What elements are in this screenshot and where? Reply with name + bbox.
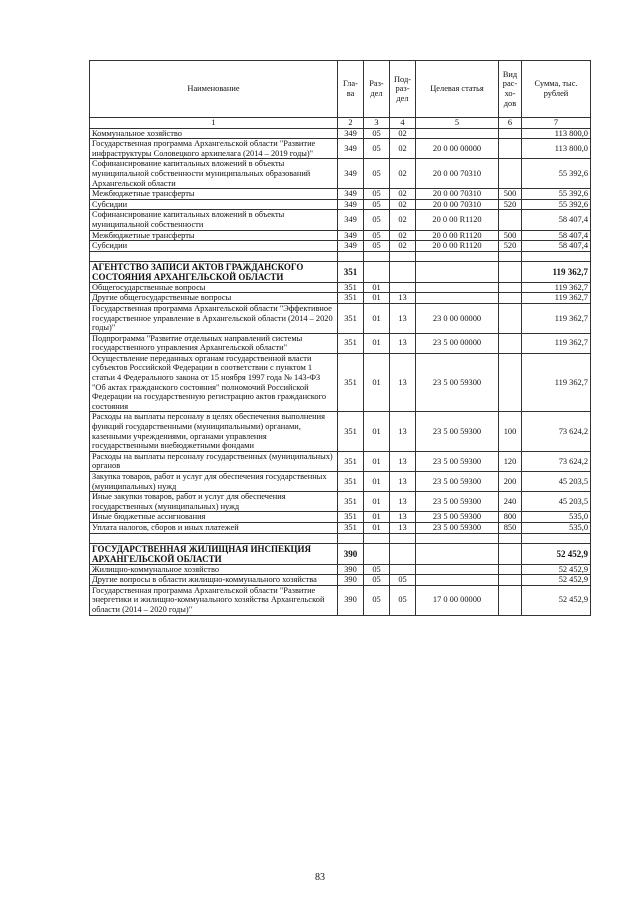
- row-name: Межбюджетные трансферты: [90, 189, 338, 200]
- row-section: [364, 261, 390, 282]
- row-target: [416, 575, 499, 586]
- row-name: Расходы на выплаты персоналу в целях обеспечения выполнения функций государственными (муниципальными) органами, казенными учреждениями, органами управления государственными внебюджетными фондами: [90, 412, 338, 451]
- row-name: Иные закупки товаров, работ и услуг для обеспечения государственных (муниципальных) нужд: [90, 492, 338, 512]
- row-name: Субсидии: [90, 199, 338, 210]
- row-target: 20 0 00 R1120: [416, 241, 499, 252]
- row-subsection: 02: [390, 159, 416, 189]
- row-target: 23 5 00 59300: [416, 522, 499, 533]
- row-section: 01: [364, 512, 390, 523]
- row-subsection: 13: [390, 293, 416, 304]
- row-subsection: [390, 564, 416, 575]
- row-name: Жилищно-коммунальное хозяйство: [90, 564, 338, 575]
- row-target: [416, 128, 499, 139]
- row-chapter: 349: [338, 139, 364, 159]
- row-type: 800: [499, 512, 522, 523]
- row-chapter: 351: [338, 512, 364, 523]
- row-target: 17 0 00 00000: [416, 585, 499, 615]
- row-type: [499, 210, 522, 230]
- row-chapter: 390: [338, 564, 364, 575]
- row-chapter: 351: [338, 412, 364, 451]
- row-section: 05: [364, 241, 390, 252]
- row-subsection: 13: [390, 522, 416, 533]
- row-subsection: 13: [390, 353, 416, 412]
- table-row: [90, 128, 591, 139]
- empty-cell: [364, 251, 390, 261]
- table-row: [90, 522, 591, 533]
- row-subsection: 13: [390, 472, 416, 492]
- row-subsection: 02: [390, 199, 416, 210]
- row-name: Софинансирование капитальных вложений в объекты муниципальной собственности муниципальных образований Архангельской области: [90, 159, 338, 189]
- row-section: 05: [364, 230, 390, 241]
- empty-cell: [338, 251, 364, 261]
- row-subsection: 13: [390, 451, 416, 471]
- row-target: 23 5 00 59300: [416, 472, 499, 492]
- table-row: [90, 512, 591, 523]
- row-type: [499, 128, 522, 139]
- row-name: ГОСУДАРСТВЕННАЯ ЖИЛИЩНАЯ ИНСПЕКЦИЯ АРХАНГЕЛЬСКОЙ ОБЛАСТИ: [90, 543, 338, 564]
- table-row: [90, 412, 591, 451]
- row-target: [416, 543, 499, 564]
- row-section: 01: [364, 333, 390, 353]
- row-target: 23 0 00 00000: [416, 303, 499, 333]
- row-chapter: 390: [338, 543, 364, 564]
- row-type: 500: [499, 189, 522, 200]
- table-row: [90, 189, 591, 200]
- row-section: 01: [364, 522, 390, 533]
- row-name: Подпрограмма "Развитие отдельных направлений системы государственного управления Архангельской области": [90, 333, 338, 353]
- row-subsection: 02: [390, 128, 416, 139]
- row-section: 01: [364, 492, 390, 512]
- table-row: [90, 585, 591, 615]
- table-row: [90, 492, 591, 512]
- empty-cell: [390, 251, 416, 261]
- row-chapter: 349: [338, 159, 364, 189]
- row-section: 01: [364, 303, 390, 333]
- header-section: Раз-дел: [364, 61, 390, 118]
- row-chapter: 349: [338, 241, 364, 252]
- row-sum: 535,0: [522, 512, 591, 523]
- header-name: Наименование: [90, 61, 338, 118]
- table-row: [90, 159, 591, 189]
- row-target: 23 5 00 59300: [416, 412, 499, 451]
- row-name: Другие вопросы в области жилищно-коммунального хозяйства: [90, 575, 338, 586]
- row-chapter: 351: [338, 333, 364, 353]
- empty-cell: [522, 251, 591, 261]
- row-target: 23 5 00 59300: [416, 451, 499, 471]
- row-subsection: 02: [390, 210, 416, 230]
- col-number: 4: [390, 118, 416, 129]
- row-subsection: 02: [390, 189, 416, 200]
- header-chapter: Гла-ва: [338, 61, 364, 118]
- empty-cell: [499, 251, 522, 261]
- table-row: [90, 575, 591, 586]
- row-sum: 45 203,5: [522, 492, 591, 512]
- row-target: [416, 293, 499, 304]
- row-subsection: 13: [390, 492, 416, 512]
- row-subsection: 13: [390, 412, 416, 451]
- table-row: [90, 451, 591, 471]
- row-sum: 52 452,9: [522, 585, 591, 615]
- row-type: [499, 282, 522, 293]
- row-sum: 58 407,4: [522, 230, 591, 241]
- table-row: [90, 282, 591, 293]
- row-section: 05: [364, 128, 390, 139]
- row-section: 05: [364, 199, 390, 210]
- row-sum: 119 362,7: [522, 293, 591, 304]
- empty-cell: [90, 533, 338, 543]
- header-row: [90, 61, 591, 118]
- row-type: 100: [499, 412, 522, 451]
- row-chapter: 351: [338, 451, 364, 471]
- blank-row: [90, 533, 591, 543]
- empty-cell: [416, 533, 499, 543]
- row-name: Иные бюджетные ассигнования: [90, 512, 338, 523]
- row-type: 520: [499, 241, 522, 252]
- row-subsection: 02: [390, 139, 416, 159]
- row-name: Уплата налогов, сборов и иных платежей: [90, 522, 338, 533]
- row-name: Межбюджетные трансферты: [90, 230, 338, 241]
- row-type: [499, 585, 522, 615]
- row-chapter: 351: [338, 472, 364, 492]
- table-row: [90, 472, 591, 492]
- row-sum: 58 407,4: [522, 241, 591, 252]
- row-chapter: 349: [338, 128, 364, 139]
- table-row: [90, 353, 591, 412]
- row-target: 20 0 00 70310: [416, 199, 499, 210]
- row-name: Закупка товаров, работ и услуг для обеспечения государственных (муниципальных) нужд: [90, 472, 338, 492]
- row-sum: 52 452,9: [522, 575, 591, 586]
- row-sum: 58 407,4: [522, 210, 591, 230]
- row-subsection: 13: [390, 512, 416, 523]
- row-chapter: 351: [338, 353, 364, 412]
- row-chapter: 351: [338, 522, 364, 533]
- col-number: 3: [364, 118, 390, 129]
- row-target: 20 0 00 R1120: [416, 230, 499, 241]
- table-row: [90, 564, 591, 575]
- row-sum: 119 362,7: [522, 353, 591, 412]
- row-subsection: 02: [390, 241, 416, 252]
- row-sum: 45 203,5: [522, 472, 591, 492]
- row-target: [416, 261, 499, 282]
- row-type: [499, 564, 522, 575]
- row-name: Софинансирование капитальных вложений в объекты муниципальной собственности: [90, 210, 338, 230]
- row-type: [499, 261, 522, 282]
- row-sum: 52 452,9: [522, 564, 591, 575]
- row-sum: 55 392,6: [522, 189, 591, 200]
- row-subsection: [390, 543, 416, 564]
- header-target: Целевая статья: [416, 61, 499, 118]
- row-target: 20 0 00 70310: [416, 189, 499, 200]
- row-sum: 55 392,6: [522, 199, 591, 210]
- table-row: [90, 139, 591, 159]
- table-row: [90, 303, 591, 333]
- empty-cell: [364, 533, 390, 543]
- row-section: 05: [364, 139, 390, 159]
- row-section: 05: [364, 564, 390, 575]
- row-sum: 113 800,0: [522, 128, 591, 139]
- table-row: [90, 333, 591, 353]
- row-type: [499, 353, 522, 412]
- row-subsection: [390, 261, 416, 282]
- row-type: 500: [499, 230, 522, 241]
- table-body: [90, 128, 591, 615]
- empty-cell: [416, 251, 499, 261]
- empty-cell: [522, 533, 591, 543]
- row-section: 05: [364, 159, 390, 189]
- row-section: 05: [364, 189, 390, 200]
- row-subsection: 13: [390, 303, 416, 333]
- row-subsection: 02: [390, 230, 416, 241]
- row-type: [499, 159, 522, 189]
- row-sum: 113 800,0: [522, 139, 591, 159]
- empty-cell: [390, 533, 416, 543]
- row-target: 23 5 00 59300: [416, 492, 499, 512]
- row-type: 850: [499, 522, 522, 533]
- row-target: [416, 282, 499, 293]
- row-type: [499, 575, 522, 586]
- header-subsection: Под-раз-дел: [390, 61, 416, 118]
- row-chapter: 349: [338, 230, 364, 241]
- row-name: АГЕНТСТВО ЗАПИСИ АКТОВ ГРАЖДАНСКОГО СОСТОЯНИЯ АРХАНГЕЛЬСКОЙ ОБЛАСТИ: [90, 261, 338, 282]
- row-section: 05: [364, 585, 390, 615]
- row-chapter: 349: [338, 199, 364, 210]
- col-number: 5: [416, 118, 499, 129]
- column-number-row: [90, 118, 591, 129]
- row-target: 23 5 00 00000: [416, 333, 499, 353]
- row-name: Государственная программа Архангельской области "Развитие инфраструктуры Соловецкого архипелага (2014 – 2019 годы)": [90, 139, 338, 159]
- row-type: 240: [499, 492, 522, 512]
- col-number: 2: [338, 118, 364, 129]
- row-chapter: 349: [338, 210, 364, 230]
- empty-cell: [90, 251, 338, 261]
- table-row: [90, 210, 591, 230]
- row-name: Субсидии: [90, 241, 338, 252]
- agency-row: [90, 261, 591, 282]
- row-chapter: 349: [338, 189, 364, 200]
- row-section: 01: [364, 451, 390, 471]
- agency-row: [90, 543, 591, 564]
- row-type: [499, 543, 522, 564]
- row-sum: 119 362,7: [522, 282, 591, 293]
- row-subsection: [390, 282, 416, 293]
- table-row: [90, 241, 591, 252]
- row-sum: 119 362,7: [522, 303, 591, 333]
- page-number: 83: [315, 872, 325, 883]
- row-target: 20 0 00 R1120: [416, 210, 499, 230]
- row-chapter: 390: [338, 585, 364, 615]
- row-name: Коммунальное хозяйство: [90, 128, 338, 139]
- row-target: 23 5 00 59300: [416, 512, 499, 523]
- row-name: Государственная программа Архангельской области "Эффективное государственное управление в Архангельской области (2014 – 2020 годы)": [90, 303, 338, 333]
- col-number: 1: [90, 118, 338, 129]
- row-sum: 73 624,2: [522, 412, 591, 451]
- row-target: 20 0 00 00000: [416, 139, 499, 159]
- header-type: Вид рас-хо-дов: [499, 61, 522, 118]
- row-section: 01: [364, 353, 390, 412]
- row-chapter: 351: [338, 293, 364, 304]
- row-sum: 52 452,9: [522, 543, 591, 564]
- budget-table: [89, 60, 591, 616]
- row-target: [416, 564, 499, 575]
- row-name: Расходы на выплаты персоналу государственных (муниципальных) органов: [90, 451, 338, 471]
- row-sum: 55 392,6: [522, 159, 591, 189]
- row-name: Общегосударственные вопросы: [90, 282, 338, 293]
- row-section: 01: [364, 412, 390, 451]
- row-type: 520: [499, 199, 522, 210]
- header-sum: Сумма, тыс. рублей: [522, 61, 591, 118]
- row-subsection: 05: [390, 585, 416, 615]
- row-section: 01: [364, 472, 390, 492]
- row-section: 05: [364, 210, 390, 230]
- empty-cell: [338, 533, 364, 543]
- row-section: 01: [364, 282, 390, 293]
- col-number: 7: [522, 118, 591, 129]
- row-section: 05: [364, 575, 390, 586]
- row-sum: 119 362,7: [522, 261, 591, 282]
- row-name: Государственная программа Архангельской области "Развитие энергетики и жилищно-коммунального хозяйства Архангельской области (2014 – 2020 годы)": [90, 585, 338, 615]
- row-chapter: 351: [338, 303, 364, 333]
- row-subsection: 13: [390, 333, 416, 353]
- table-row: [90, 199, 591, 210]
- row-section: [364, 543, 390, 564]
- row-name: Осуществление переданных органам государственной власти субъектов Российской Федерации в соответствии с пунктом 1 статьи 4 Федерального закона от 15 ноября 1997 года № 143-ФЗ "Об актах гражданского состояния" полномочий Российской Федерации на государственную регистрацию актов гражданского состояния: [90, 353, 338, 412]
- row-type: 120: [499, 451, 522, 471]
- row-sum: 119 362,7: [522, 333, 591, 353]
- row-chapter: 351: [338, 282, 364, 293]
- row-type: [499, 303, 522, 333]
- row-type: [499, 139, 522, 159]
- row-name: Другие общегосударственные вопросы: [90, 293, 338, 304]
- empty-cell: [499, 533, 522, 543]
- row-chapter: 351: [338, 261, 364, 282]
- row-section: 01: [364, 293, 390, 304]
- row-type: 200: [499, 472, 522, 492]
- table-row: [90, 293, 591, 304]
- row-target: 23 5 00 59300: [416, 353, 499, 412]
- col-number: 6: [499, 118, 522, 129]
- row-type: [499, 333, 522, 353]
- table-row: [90, 230, 591, 241]
- blank-row: [90, 251, 591, 261]
- row-sum: 73 624,2: [522, 451, 591, 471]
- row-subsection: 05: [390, 575, 416, 586]
- row-sum: 535,0: [522, 522, 591, 533]
- row-target: 20 0 00 70310: [416, 159, 499, 189]
- row-chapter: 351: [338, 492, 364, 512]
- row-chapter: 390: [338, 575, 364, 586]
- row-type: [499, 293, 522, 304]
